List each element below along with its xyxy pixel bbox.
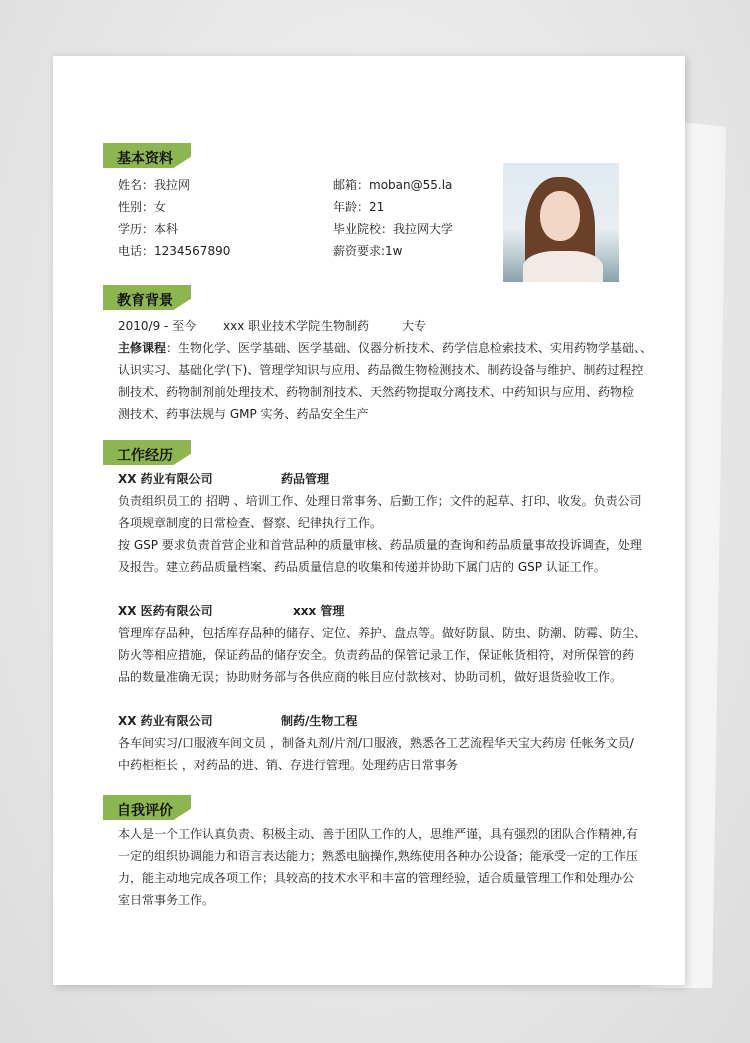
edu-courses: 主修课程：生物化学、医学基础、医学基础、仪器分析技术、药学信息检索技术、实用药物学基础、、 认识实习、基础化学(下)、管理学知识与应用、药品微生物检测技术、制药设备与维护、制药过程控 制技术、药物制剂前处理技术、药物制剂技术、天然药物提取分离技术、中药知识与应用、药物检 测技术、药事法规与 GMP 实务、药品安全生产 bbox=[118, 341, 653, 421]
job-description: 各车间实习/口服液车间文员 ，制备丸剂/片剂/口服液，熟悉各工艺流程华天宝大药房 任帐务文员/ 中药柜柜长 ，对药品的进、销、存进行管理。处理药店日常事务 bbox=[118, 736, 634, 772]
job-company: XX 药业有限公司 bbox=[118, 714, 213, 728]
info-gender: 性别：女 bbox=[118, 200, 167, 214]
info-age: 年龄：21 bbox=[333, 200, 385, 214]
info-school: 毕业院校：我拉网大学 bbox=[333, 222, 454, 236]
info-name: 姓名：我拉网 bbox=[118, 178, 191, 192]
profile-photo bbox=[503, 163, 619, 282]
section-header-self: 自我评价 bbox=[103, 795, 191, 820]
edu-major: 生物制药 bbox=[321, 319, 370, 333]
resume-page bbox=[53, 56, 685, 985]
job-company: XX 医药有限公司 bbox=[118, 604, 213, 618]
info-phone: 电话：1234567890 bbox=[118, 244, 231, 258]
section-header-work: 工作经历 bbox=[103, 440, 191, 465]
job-position: xxx 管理 bbox=[293, 604, 345, 618]
edu-period: 2010/9 - 至今 bbox=[118, 319, 197, 333]
info-email: 邮箱：moban@55.la bbox=[333, 178, 453, 192]
section-header-basic: 基本资料 bbox=[103, 143, 191, 168]
info-education: 学历：本科 bbox=[118, 222, 179, 236]
edu-degree: 大专 bbox=[402, 319, 427, 333]
job-description: 负责组织员工的 招聘 、培训工作、处理日常事务、后勤工作；文件的起草、打印、收发。负责公司 各项规章制度的日常检查、督察、纪律执行工作。 按 GSP 要求负责首营企业和首营品种的质量审核、药品质量的查询和药品质量事故投诉调查，处理 及报告。建立药品质量档案、药品质量信息的收集和传递并协助下属门店的 GSP 认证工作。 bbox=[118, 494, 642, 574]
job-company: XX 药业有限公司 bbox=[118, 472, 213, 486]
job-position: 药品管理 bbox=[281, 472, 330, 486]
edu-school: xxx 职业技术学院 bbox=[223, 319, 321, 333]
section-header-education: 教育背景 bbox=[103, 285, 191, 310]
job-position: 制药/生物工程 bbox=[281, 714, 358, 728]
self-evaluation: 本人是一个工作认真负责、积极主动、善于团队工作的人，思维严谨，具有强烈的团队合作精神,有 一定的组织协调能力和语言表达能力；熟悉电脑操作,熟练使用各种办公设备；能承受一定的工作压 力，能主动地完成各项工作；具较高的技术水平和丰富的管理经验，适合质量管理工作和处理办公 室日常事务工作。 bbox=[118, 827, 638, 907]
info-salary: 薪资要求:1w bbox=[333, 244, 403, 258]
job-description: 管理库存品种，包括库存品种的储存、定位、养护、盘点等。做好防鼠、防虫、防潮、防霉、防尘、 防火等相应措施，保证药品的储存安全。负责药品的保管记录工作，保证帐货相符，对所保管的药 品的数量准确无误；协助财务部与各供应商的帐目应付款核对、协助司机，做好退货验收工作。 bbox=[118, 626, 647, 684]
